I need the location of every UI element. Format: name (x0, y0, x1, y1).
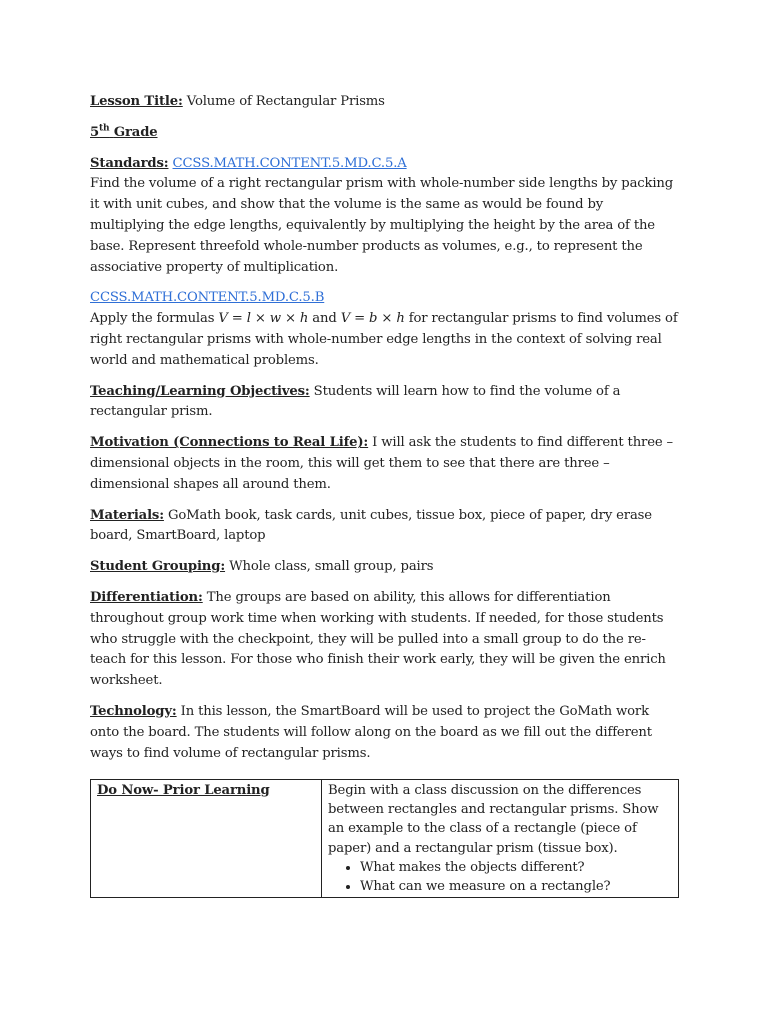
grade-line (90, 123, 680, 144)
standard-b-mid: and (308, 311, 341, 327)
technology-section (90, 702, 680, 764)
lesson-title-label: Lesson Title: (90, 94, 183, 109)
motivation-text: I will ask the students to find different three – dimensional objects in the room, this will get them to see that there are three – dimensional shapes all around them. (90, 435, 673, 492)
differentiation-text: The groups are based on ability, this allows for differentiation throughout group work time when working with students. If needed, for those students who struggle with the checkpoint, they will be pulled into a small group to do the re-teach for this lesson. For those who finish their work early, they will be given the enrich worksheet. (90, 589, 666, 689)
motivation-label: Motivation (Connections to Real Life): (90, 435, 369, 451)
standard-link-a[interactable]: CCSS.MATH.CONTENT.5.MD.C.5.A (172, 155, 407, 171)
standard-a-text: Find the volume of a right rectangular prism with whole-number side lengths by packing it with unit cubes, and show that the volume is the same as would be found by multiplying the edge lengths, equivalently by multiplying the height by the area of the base. Represent threefold whole-number products as volumes, e.g., to represent the associative property of multiplication. (90, 176, 674, 275)
differentiation-section (90, 588, 680, 692)
grouping-text: Whole class, small group, pairs (225, 559, 434, 575)
standard-b-pre: Apply the formulas (90, 311, 219, 327)
table-cell-heading (91, 780, 322, 898)
standard-b-line (90, 288, 680, 309)
grade-number: 5 (90, 124, 100, 140)
grouping-section (90, 557, 680, 578)
do-now-text: Begin with a class discussion on the differences between rectangles and rectangular prisms. Show an example to the class of a rectangle (piece of paper) and a rectangular prism (tissue box). (328, 783, 659, 856)
objectives-text: Students will learn how to find the volume of a rectangular prism. (90, 383, 621, 420)
materials-section (90, 506, 680, 548)
motivation-section (90, 433, 680, 495)
technology-text: In this lesson, the SmartBoard will be used to project the GoMath work onto the board. The students will follow along on the board as we fill out the different ways to find volume of rectangular prisms. (90, 703, 652, 761)
list-item: • What can we measure on a rectangle? (360, 877, 672, 896)
technology-label: Technology: (90, 703, 177, 719)
grade-word: Grade (113, 124, 158, 140)
do-now-bullet-list (328, 858, 672, 896)
lesson-title-line (90, 92, 680, 113)
objectives-label: Teaching/Learning Objectives: (90, 383, 310, 399)
standard-b-text (90, 309, 680, 371)
table-row (91, 780, 679, 898)
table-cell-content (322, 780, 679, 898)
differentiation-label: Differentiation: (90, 589, 203, 605)
lesson-plan-table (90, 779, 679, 898)
formula-volume-lwh: V = l × w × h (218, 311, 309, 327)
lesson-plan-body (90, 92, 680, 774)
standards-line (90, 154, 680, 175)
standard-b-post: for rectangular prisms to find volumes of right rectangular prisms with whole-number edge lengths in the context of solving real world and mathematical problems. (90, 311, 678, 368)
materials-label: Materials: (90, 507, 164, 523)
grade-heading (90, 125, 158, 140)
objectives-section (90, 382, 680, 424)
standards-label: Standards: (90, 155, 169, 171)
lesson-title-value: Volume of Rectangular Prisms (186, 94, 385, 109)
grade-suffix: th (99, 123, 110, 134)
standard-link-b[interactable]: CCSS.MATH.CONTENT.5.MD.C.5.B (90, 290, 325, 306)
grouping-label: Student Grouping: (90, 559, 226, 575)
do-now-heading: Do Now- Prior Learning (97, 783, 270, 798)
formula-volume-bh: V = b × h (340, 311, 405, 327)
materials-text: GoMath book, task cards, unit cubes, tissue box, piece of paper, dry erase board, SmartBoard, laptop (90, 507, 652, 544)
list-item: • What makes the objects different? (360, 858, 672, 877)
